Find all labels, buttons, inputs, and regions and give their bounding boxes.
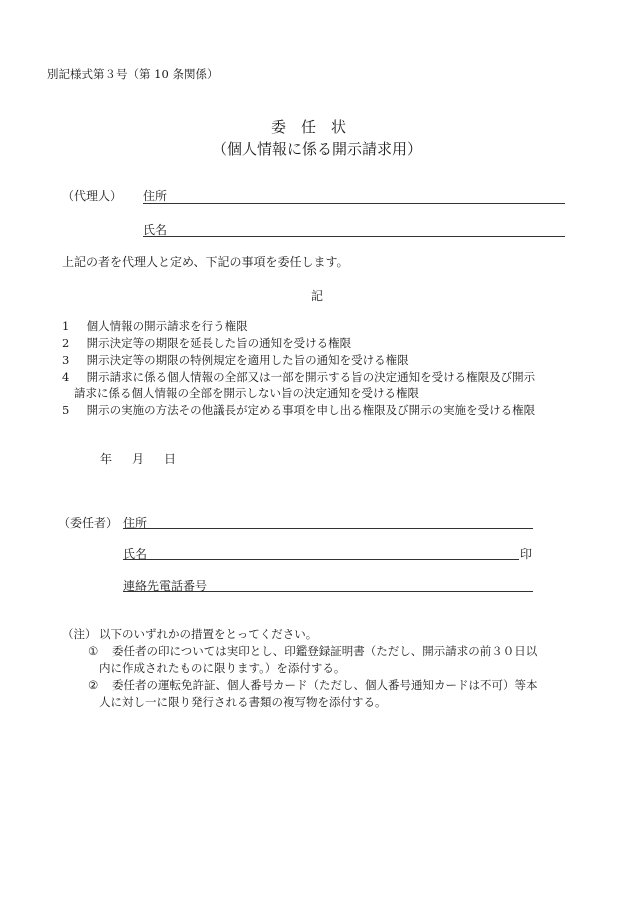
principal-name-line[interactable] xyxy=(123,559,519,560)
list-item-1 xyxy=(62,318,248,335)
note-1-line-2: 内に作成されたものに限ります。）を添付する。 xyxy=(99,661,346,675)
principal-phone-line[interactable] xyxy=(123,591,533,592)
ki-heading: 記 xyxy=(311,289,324,303)
agent-name-label: 氏名 xyxy=(143,223,168,237)
agent-address-line[interactable] xyxy=(143,203,565,204)
principal-role-label: （委任者） xyxy=(58,516,119,530)
note-2-number: ② xyxy=(88,678,99,692)
document-subtitle: （個人情報に係る開示請求用） xyxy=(212,140,423,158)
item-number: 3 xyxy=(62,353,70,367)
item-number: 4 xyxy=(62,370,70,384)
date-month-label: 月 xyxy=(132,452,145,466)
item-text: 開示請求に係る個人情報の全部又は一部を開示する旨の決定通知を受ける権限及び開示 xyxy=(86,370,536,384)
agent-address-label: 住所 xyxy=(143,189,168,203)
item-text: 個人情報の開示請求を行う権限 xyxy=(86,319,248,333)
principal-address-line[interactable] xyxy=(123,528,533,529)
item-text: 開示決定等の期限を延長した旨の通知を受ける権限 xyxy=(86,336,352,350)
item-number: 1 xyxy=(62,319,70,333)
item-number: 2 xyxy=(62,336,70,350)
notes-intro: 以下のいずれかの措置をとってください。 xyxy=(99,627,318,641)
list-item-5 xyxy=(62,402,535,419)
note-1-number: ① xyxy=(88,644,99,658)
form-label: 別記様式第３号（第 10 条関係） xyxy=(47,67,219,81)
notes-label: （注） xyxy=(62,627,97,641)
principal-name-label: 氏名 xyxy=(123,547,148,561)
item-number: 5 xyxy=(62,403,70,417)
date-day-label: 日 xyxy=(164,452,177,466)
delegation-statement: 上記の者を代理人と定め、下記の事項を委任します。 xyxy=(62,255,349,269)
principal-phone-label: 連絡先電話番号 xyxy=(123,579,208,593)
note-2-line-1: 委任者の運転免許証、個人番号カード（ただし、個人番号通知カードは不可）等本 xyxy=(112,678,538,692)
seal-mark: 印 xyxy=(520,547,533,561)
principal-address-label: 住所 xyxy=(123,516,148,530)
agent-role-label: （代理人） xyxy=(62,189,123,203)
date-year-label: 年 xyxy=(100,452,113,466)
list-item-4 xyxy=(62,369,535,386)
item-text: 開示決定等の期限の特例規定を適用した旨の通知を受ける権限 xyxy=(86,353,409,367)
item-text: 開示の実施の方法その他議長が定める事項を申し出る権限及び開示の実施を受ける権限 xyxy=(86,403,536,417)
document-title: 委 任 状 xyxy=(271,118,347,136)
agent-name-line[interactable] xyxy=(143,236,565,237)
list-item-2 xyxy=(62,335,351,352)
note-1-line-1: 委任者の印については実印とし、印鑑登録証明書（ただし、開示請求の前３０日以 xyxy=(112,644,538,658)
list-item-4-continuation: 請求に係る個人情報の全部を開示しない旨の決定通知を受ける権限 xyxy=(74,386,419,400)
list-item-3 xyxy=(62,352,409,369)
note-2-line-2: 人に対し一に限り発行される書類の複写物を添付する。 xyxy=(99,695,387,709)
